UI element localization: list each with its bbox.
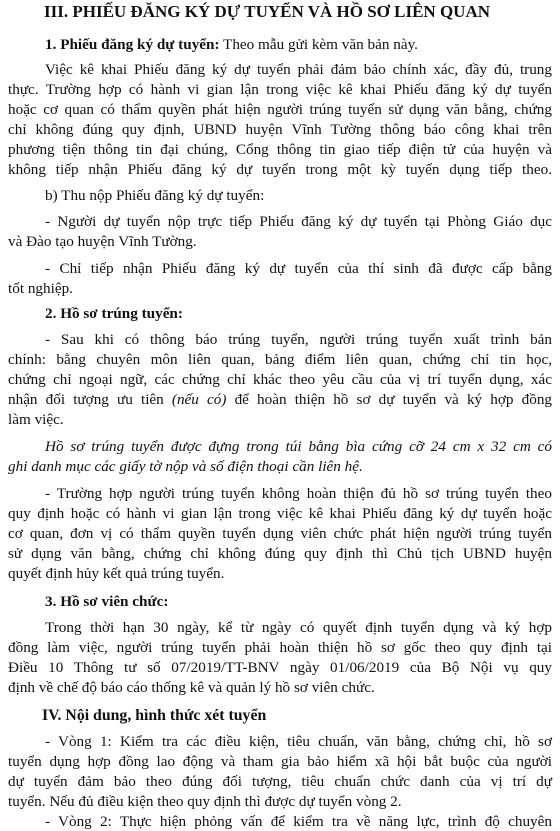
text-line: quy định hoặc có hành vi gian lận trong việc kê khai Phiếu đăng ký dự tuyển hoặc [8,505,552,522]
text-span-italic: (nếu có) [171,391,227,408]
text-line: - Sau khi có thông báo trúng tuyển, người trúng tuyển xuất trình bản [45,331,552,348]
text-line: cơ quan, đơn vị có thẩm quyền tuyển dụng viên chức phát hiện người trúng tuyển [8,525,552,542]
section-3-title: III. PHIẾU ĐĂNG KÝ DỰ TUYỂN VÀ HỒ SƠ LIÊN QUAN [44,2,490,21]
text-line: tốt nghiệp. [8,280,73,297]
text-span: nhận đối tượng ưu tiên [8,391,172,408]
text-line-italic: Hồ sơ trúng tuyển được đựng trong túi bằng bìa cứng cỡ 24 cm x 32 cm có [45,438,552,455]
text-line: và Đào tạo huyện Vĩnh Tường. [8,233,197,250]
text-span: để hoàn thiện hồ sơ dự tuyển và ký hợp đồng [226,391,553,408]
text-line: - Chỉ tiếp nhận Phiếu đăng ký dự tuyển của thí sinh đã được cấp bằng [45,260,552,277]
text-line: - Vòng 1: Kiểm tra các điều kiện, tiêu chuẩn, văn bằng, chứng chỉ, hồ sơ [45,733,552,750]
text-line: quyết định hủy kết quả trúng tuyển. [8,565,225,582]
text-line: chính: bằng chuyên môn liên quan, bảng điểm liên quan, chứng chỉ tin học, [8,351,552,368]
text-line: dự tuyển đảm bảo theo đúng đối tượng, tiêu chuẩn chức danh của vị trí dự [8,773,552,790]
text-line: chứng chỉ ngoại ngữ, các chứng chỉ khác theo yêu cầu của vị trí tuyển dụng, xác [8,371,552,388]
text-line [8,390,552,409]
text-line: - Trường hợp người trúng tuyển không hoàn thiện đủ hồ sơ trúng tuyển theo [45,485,552,502]
text-line: hoặc cơ quan có thẩm quyền phát hiện người trúng tuyển sử dụng văn bằng, chứng [8,101,552,118]
text-line: phương tiện thông tin đại chúng, Cổng thông tin giao tiếp điện tử của huyện và [8,141,552,158]
subsection-1-text: Theo mẫu gửi kèm văn bản này. [219,36,418,53]
text-line: đồng làm việc, người trúng tuyển phải hoàn thiện hồ sơ gốc theo quy định tại [8,639,552,656]
text-line: làm việc. [8,411,64,428]
subsection-3-title: 3. Hồ sơ viên chức: [45,593,169,610]
text-line: - Vòng 2: Thực hiện phỏng vấn để kiểm tra về năng lực, trình độ chuyên [45,813,552,830]
text-line: định về chế độ báo cáo thống kê và quản lý hồ sơ viên chức. [8,679,375,696]
text-line: b) Thu nộp Phiếu đăng ký dự tuyển: [45,187,265,204]
text-line: tuyển. Nếu đủ điều kiện theo quy định thì được dự tuyển vòng 2. [8,793,402,810]
text-line: chỉ không đúng quy định, UBND huyện Vĩnh Tường thông báo công khai trên [8,121,552,138]
text-line: Trong thời hạn 30 ngày, kể từ ngày có quyết định tuyển dụng và ký hợp [45,619,552,636]
text-line: Việc kê khai Phiếu đăng ký dự tuyển phải đảm bảo chính xác, đầy đủ, trung [45,61,552,78]
subsection-2-title: 2. Hồ sơ trúng tuyển: [45,305,183,322]
text-line: không tiếp nhận Phiếu đăng ký dự tuyển trong một kỳ tuyển dụng tiếp theo. [8,161,552,178]
text-line: thực. Trường hợp có hành vi gian lận trong việc kê khai Phiếu đăng ký dự tuyển [8,81,552,98]
text-line: - Người dự tuyển nộp trực tiếp Phiếu đăng ký dự tuyển tại Phòng Giáo dục [45,213,552,230]
text-line: sử dụng văn bằng, chứng chỉ không đúng quy định thì Chủ tịch UBND huyện [8,545,552,562]
text-line: tuyển dụng hợp đồng lao động và tham gia bảo hiểm xã hội bắt buộc của người [8,753,552,770]
text-line: Điều 10 Thông tư số 07/2019/TT-BNV ngày 01/06/2019 của Bộ Nội vụ quy [8,659,552,676]
subsection-1-line [45,35,418,54]
text-line-italic: ghi danh mục các giấy tờ nộp và số điện thoại cần liên hệ. [8,458,363,475]
subsection-1-label: 1. Phiếu đăng ký dự tuyển: [45,36,220,53]
section-4-title: IV. Nội dung, hình thức xét tuyển [42,707,267,724]
